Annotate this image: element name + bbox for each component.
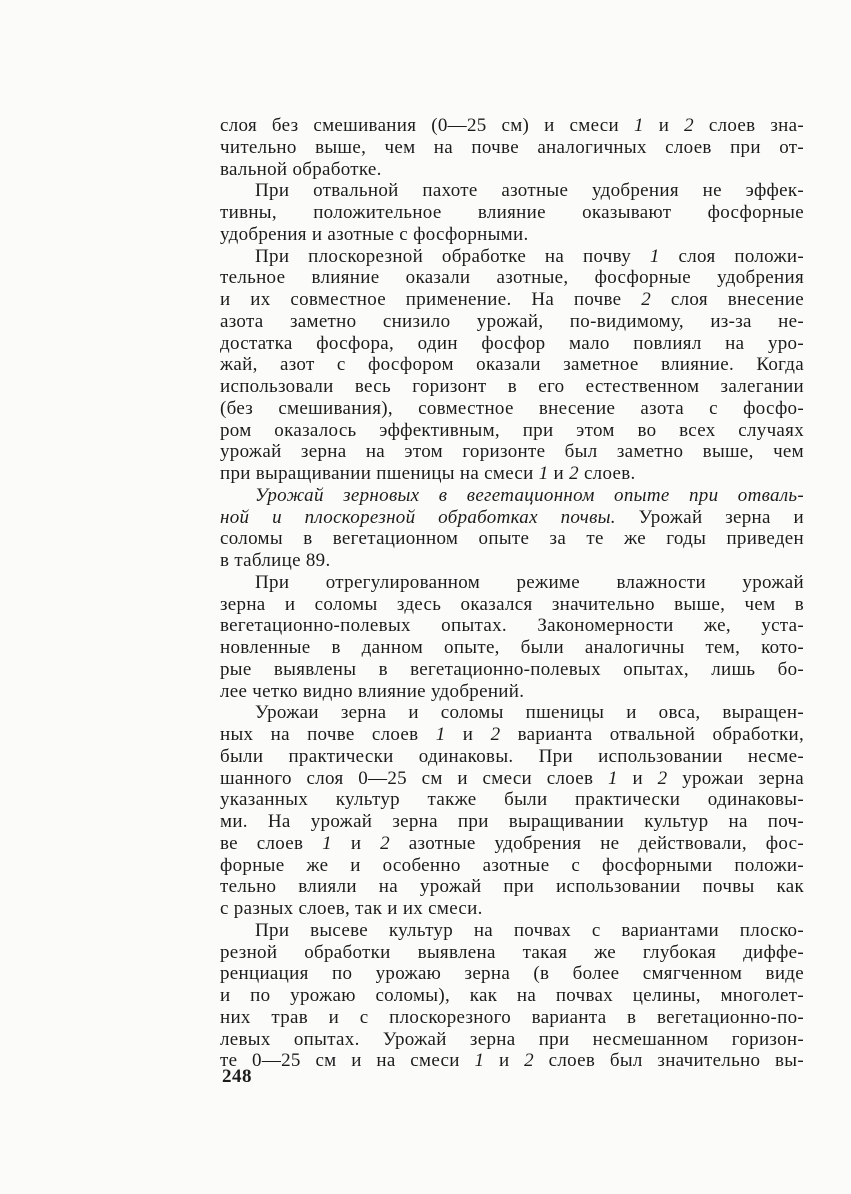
text-segment: тивны, положительное влияние оказывают фосфорные: [220, 202, 804, 223]
text-segment: Урожай зерна и: [615, 506, 804, 528]
italic-text: 1: [322, 832, 332, 854]
text-segment: достатка фосфора, один фосфор мало повлиял на уро-: [220, 332, 804, 354]
italic-text: 2: [657, 767, 668, 789]
italic-text: 1: [649, 245, 660, 267]
text-segment: них трав и с плоскорезного варианта в вегетационно-по-: [220, 1006, 804, 1028]
text-line: [220, 1050, 804, 1072]
text-segment: (без смешивания), совместное внесение азота с фосфо-: [220, 397, 804, 419]
italic-text: 2: [641, 289, 652, 310]
italic-text: 1: [538, 463, 549, 484]
text-segment: рые выявлены в вегетационно-полевых опытах, лишь бо-: [220, 658, 804, 680]
text-line: [220, 833, 804, 855]
italic-text: 1: [607, 767, 618, 789]
text-line: [220, 115, 804, 137]
text-segment: Урожаи зерна и соломы пшеницы и овса, выращен-: [255, 702, 804, 724]
text-line: [220, 768, 804, 790]
text-segment: При плоскорезной обработке на почву: [255, 245, 650, 267]
text-segment: слоя положи-: [659, 245, 804, 267]
text-line: [220, 550, 804, 572]
text-segment: и: [484, 1050, 525, 1072]
italic-text: 2: [524, 1050, 534, 1072]
page-body-text: [220, 115, 804, 1072]
text-line: [220, 420, 804, 442]
text-segment: были практически одинаковы. При использовании несме-: [220, 745, 804, 767]
text-segment: ренциация по урожаю зерна (в более смягченном виде: [220, 963, 804, 985]
text-line: [220, 920, 804, 942]
text-segment: ром оказалось эффективным, при этом во всех случаях: [220, 419, 804, 441]
text-segment: слоев был значительно вы-: [533, 1050, 804, 1072]
text-line: [220, 702, 804, 724]
text-line: [220, 246, 804, 268]
text-segment: тельное влияние оказали азотные, фосфорные удобрения: [220, 267, 804, 289]
italic-text: 1: [474, 1050, 485, 1072]
text-line: [220, 855, 804, 877]
text-line: [220, 615, 804, 637]
text-segment: лее четко видно влияние удобрений.: [220, 680, 525, 702]
text-segment: азотные удобрения не действовали, фос-: [389, 832, 804, 854]
text-segment: При отрегулированном режиме влажности урожай: [255, 571, 804, 593]
text-line: [220, 333, 804, 355]
text-line: [220, 224, 804, 246]
text-segment: шанного слоя 0—25 см и смеси слоев: [220, 767, 608, 789]
text-segment: чительно выше, чем на почве аналогичных слоев при от-: [220, 136, 804, 158]
text-line: [220, 289, 804, 311]
text-segment: те 0—25 см и на смеси: [220, 1050, 475, 1072]
text-line: [220, 311, 804, 333]
text-segment: слоев.: [578, 463, 636, 484]
paragraph: [220, 115, 804, 180]
paragraph: [220, 246, 804, 485]
italic-text: 2: [380, 832, 390, 854]
text-segment: жай, азот с фосфором оказали заметное влияние. Когда: [220, 354, 804, 376]
text-line: [220, 159, 804, 181]
text-line: [220, 572, 804, 594]
italic-text: Урожай зерновых в вегетационном опыте при отваль-: [255, 484, 804, 506]
text-segment: урожаи зерна: [667, 767, 804, 789]
text-segment: и: [445, 724, 491, 745]
text-line: [220, 398, 804, 420]
text-segment: при выращивании пшеницы на смеси: [220, 463, 539, 484]
italic-text: ной и плоскорезной обработках почвы.: [220, 506, 616, 528]
text-line: [220, 963, 804, 985]
text-segment: удобрения и азотные с фосфорными.: [220, 223, 529, 245]
text-line: [220, 594, 804, 616]
paragraph: [220, 572, 804, 703]
text-line: [220, 463, 804, 485]
text-segment: При высеве культур на почвах с вариантами плоско-: [255, 919, 804, 941]
italic-text: 2: [684, 115, 694, 136]
text-segment: тельно влияли на урожай при использовании почвы как: [220, 876, 804, 898]
text-segment: азота заметно снизило урожай, по-видимому, из-за не-: [220, 310, 804, 332]
text-segment: и их совместное применение. На почве: [220, 289, 642, 310]
text-line: [220, 637, 804, 659]
text-line: [220, 942, 804, 964]
text-line: [220, 441, 804, 463]
text-segment: резной обработки выявлена такая же глубокая диффе-: [220, 941, 804, 963]
text-line: [220, 876, 804, 898]
text-segment: урожай зерна на этом горизонте был заметно выше, чем: [220, 441, 804, 463]
text-segment: новленные в данном опыте, были аналогичны тем, кото-: [220, 637, 804, 658]
paragraph: [220, 485, 804, 572]
text-segment: соломы в вегетационном опыте за те же годы приведен: [220, 528, 804, 550]
text-line: [220, 202, 804, 224]
text-segment: вальной обработке.: [220, 158, 382, 180]
text-line: [220, 528, 804, 550]
text-line: [220, 485, 804, 507]
text-segment: и: [548, 463, 570, 484]
text-segment: и: [617, 767, 658, 789]
text-segment: с разных слоев, так и их смеси.: [220, 898, 483, 919]
text-line: [220, 811, 804, 833]
text-segment: указанных культур также были практически одинаковы-: [220, 789, 804, 811]
text-line: [220, 137, 804, 159]
text-segment: использовали весь горизонт в его естественном залегании: [220, 376, 804, 397]
text-segment: ных на почве слоев: [220, 724, 436, 745]
italic-text: 1: [633, 115, 644, 136]
text-segment: ми. На урожай зерна при выращивании культур на поч-: [220, 811, 804, 832]
text-segment: ве слоев: [220, 832, 323, 854]
text-line: [220, 659, 804, 681]
text-line: [220, 1029, 804, 1051]
text-line: [220, 681, 804, 703]
text-segment: и по урожаю соломы), как на почвах целины, многолет-: [220, 985, 804, 1006]
text-segment: зерна и соломы здесь оказался значительно выше, чем в: [220, 593, 804, 615]
text-line: [220, 746, 804, 768]
text-segment: слоев зна-: [693, 115, 804, 136]
text-line: [220, 1007, 804, 1029]
text-line: [220, 985, 804, 1007]
text-segment: в таблице 89.: [220, 550, 331, 571]
text-line: [220, 789, 804, 811]
text-segment: варианта отвальной обработки,: [500, 724, 805, 745]
text-line: [220, 267, 804, 289]
text-line: [220, 354, 804, 376]
paragraph: [220, 920, 804, 1072]
italic-text: 2: [490, 724, 501, 745]
text-line: [220, 724, 804, 746]
text-line: [220, 376, 804, 398]
text-segment: левых опытах. Урожай зерна при несмешанном горизон-: [220, 1028, 804, 1050]
paragraph: [220, 702, 804, 920]
text-segment: слоя внесение: [651, 289, 805, 310]
text-line: [220, 180, 804, 202]
italic-text: 2: [569, 463, 579, 484]
paragraph: [220, 180, 804, 245]
italic-text: 1: [435, 724, 446, 745]
text-line: [220, 898, 804, 920]
text-segment: При отвальной пахоте азотные удобрения не эффек-: [255, 180, 804, 202]
page-number: 248: [222, 1066, 252, 1087]
text-segment: и: [643, 115, 685, 136]
text-line: [220, 507, 804, 529]
text-segment: и: [331, 832, 381, 854]
text-segment: форные же и особенно азотные с фосфорными положи-: [220, 854, 804, 876]
text-segment: вегетационно-полевых опытах. Закономерности же, уста-: [220, 615, 804, 637]
text-segment: слоя без смешивания (0—25 см) и смеси: [220, 115, 634, 136]
